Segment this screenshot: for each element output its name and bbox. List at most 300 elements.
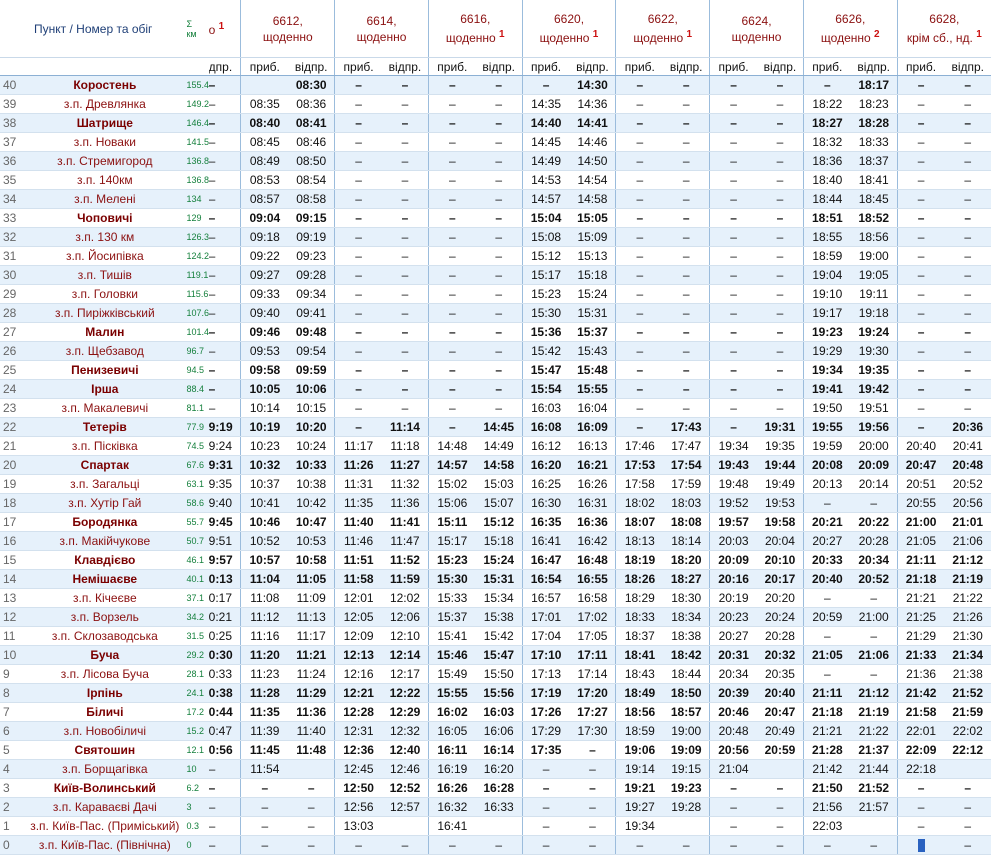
station-name[interactable]: Святошин — [23, 741, 186, 760]
departure-time: 21:12 — [851, 684, 897, 703]
departure-time: 15:47 — [476, 646, 522, 665]
departure-time — [945, 760, 991, 779]
departure-label: відпр. — [945, 58, 991, 76]
departure-time: 10:42 — [288, 494, 334, 513]
departure-time: – — [663, 95, 709, 114]
station-name[interactable]: з.п. Караваєві Дачі — [23, 798, 186, 817]
station-name[interactable]: Немішаєве — [23, 570, 186, 589]
station-name[interactable]: з.п. Древлянка — [23, 95, 186, 114]
arrival-time: – — [428, 209, 475, 228]
station-name[interactable]: з.п. Кічеєве — [23, 589, 186, 608]
row-number: 34 — [0, 190, 23, 209]
departure-time: 18:30 — [663, 589, 709, 608]
table-row — [0, 570, 991, 589]
row-number: 39 — [0, 95, 23, 114]
departure-time: – — [382, 247, 428, 266]
arrival-time: 18:59 — [616, 722, 663, 741]
arrival-time: 17:46 — [616, 437, 663, 456]
footnote-marker[interactable]: 1 — [976, 29, 982, 40]
row-number: 0 — [0, 836, 23, 855]
arrival-time: – — [335, 361, 382, 380]
departure-time: – — [757, 323, 803, 342]
departure-label: відпр. — [663, 58, 709, 76]
station-km: 24.1 — [186, 684, 208, 703]
station-name[interactable]: з.п. Головки — [23, 285, 186, 304]
table-row — [0, 494, 991, 513]
arrival-time: – — [428, 836, 475, 855]
arrival-time: 22:09 — [897, 741, 944, 760]
arrival-time: 11:39 — [241, 722, 288, 741]
train-header-6[interactable] — [803, 0, 897, 58]
departure-time: 11:24 — [288, 665, 334, 684]
arrival-time: 20:48 — [710, 722, 757, 741]
row-number: 36 — [0, 152, 23, 171]
departure-time: – — [382, 95, 428, 114]
station-name[interactable]: Малин — [23, 323, 186, 342]
arrival-time: – — [897, 247, 944, 266]
departure-time: – — [382, 228, 428, 247]
departure-time: – — [570, 760, 616, 779]
station-name[interactable]: з.п. Макійчукове — [23, 532, 186, 551]
table-row — [0, 703, 991, 722]
station-km: 124.2 — [186, 247, 208, 266]
departure-time: 09:54 — [288, 342, 334, 361]
station-name[interactable]: з.п. Йосипівка — [23, 247, 186, 266]
departure-time: 10:15 — [288, 399, 334, 418]
arrival-time: – — [616, 836, 663, 855]
arrival-time: – — [710, 285, 757, 304]
arrival-time: 19:50 — [803, 399, 850, 418]
arrival-time: 21:42 — [897, 684, 944, 703]
departure-time: 09:34 — [288, 285, 334, 304]
arrival-time: 10:19 — [241, 418, 288, 437]
arrival-time: 11:51 — [335, 551, 382, 570]
station-name[interactable]: з.п. Щебзавод — [23, 342, 186, 361]
departure-label: відпр. — [476, 58, 522, 76]
table-row — [0, 608, 991, 627]
arrival-time: 11:46 — [335, 532, 382, 551]
arrival-time: 18:56 — [616, 703, 663, 722]
arrival-time: 18:37 — [616, 627, 663, 646]
departure-time: – — [476, 133, 522, 152]
time-cell: – — [209, 760, 241, 779]
row-number: 23 — [0, 399, 23, 418]
train-header-1[interactable] — [335, 0, 429, 58]
station-name[interactable]: Ірпінь — [23, 684, 186, 703]
train-header-4[interactable] — [616, 0, 710, 58]
arrival-time: 09:46 — [241, 323, 288, 342]
station-km: 107.6 — [186, 304, 208, 323]
arrival-time: – — [897, 133, 944, 152]
footnote-marker[interactable]: 1 — [592, 29, 599, 40]
departure-time: 19:35 — [757, 437, 803, 456]
row-number: 20 — [0, 456, 23, 475]
departure-time: 18:28 — [851, 114, 897, 133]
departure-time: 21:01 — [945, 513, 991, 532]
departure-time: – — [476, 247, 522, 266]
time-cell: 0:38 — [209, 684, 241, 703]
station-name[interactable]: з.п. Мелені — [23, 190, 186, 209]
row-number: 22 — [0, 418, 23, 437]
arrival-time: – — [897, 95, 944, 114]
time-cell: – — [209, 779, 241, 798]
station-name[interactable]: з.п. Хутір Гай — [23, 494, 186, 513]
arrival-time: – — [710, 209, 757, 228]
arrival-time: 11:58 — [335, 570, 382, 589]
departure-time: 15:09 — [570, 228, 616, 247]
station-name[interactable]: Спартак — [23, 456, 186, 475]
footnote-marker[interactable]: 1 — [686, 29, 693, 40]
departure-time: – — [757, 361, 803, 380]
departure-time: 18:27 — [663, 570, 709, 589]
arrival-time: – — [522, 798, 569, 817]
departure-time: 20:22 — [851, 513, 897, 532]
station-name[interactable]: з.п. Київ-Пас. (Приміський) — [23, 817, 186, 836]
departure-time: – — [288, 817, 334, 836]
station-km: 0.3 — [186, 817, 208, 836]
arrival-label: приб. — [241, 58, 288, 76]
departure-label: відпр. — [757, 58, 803, 76]
station-name[interactable]: з.п. Склозаводська — [23, 627, 186, 646]
arrival-time: 16:08 — [522, 418, 569, 437]
departure-time: – — [663, 266, 709, 285]
timetable-header — [0, 0, 991, 76]
departure-time: 11:21 — [288, 646, 334, 665]
departure-time: 21:22 — [851, 722, 897, 741]
arrival-time: – — [710, 190, 757, 209]
station-km: 134 — [186, 190, 208, 209]
table-row — [0, 589, 991, 608]
arrival-time: 16:47 — [522, 551, 569, 570]
arrival-time: 18:32 — [803, 133, 850, 152]
arrival-time: – — [522, 817, 569, 836]
departure-time: 16:13 — [570, 437, 616, 456]
station-name[interactable]: з.п. Тишів — [23, 266, 186, 285]
train-header-2[interactable] — [428, 0, 522, 58]
train-number: 6620, щоденно — [539, 12, 590, 45]
arrival-time: 18:55 — [803, 228, 850, 247]
arrival-time: 18:41 — [616, 646, 663, 665]
row-number: 16 — [0, 532, 23, 551]
station-name[interactable]: Буча — [23, 646, 186, 665]
departure-time: 12:32 — [382, 722, 428, 741]
table-row — [0, 380, 991, 399]
departure-time: – — [757, 266, 803, 285]
arrival-time: – — [710, 342, 757, 361]
station-name[interactable]: Біличі — [23, 703, 186, 722]
station-name[interactable]: з.п. Новаки — [23, 133, 186, 152]
departure-time: 16:58 — [570, 589, 616, 608]
departure-time: 20:10 — [757, 551, 803, 570]
arrival-time: 18:51 — [803, 209, 850, 228]
departure-time: – — [851, 665, 897, 684]
station-name[interactable]: з.п. Київ-Пас. (Північна) — [23, 836, 186, 855]
arrival-time: – — [897, 152, 944, 171]
footnote-marker[interactable]: 1 — [499, 29, 505, 40]
departure-time: 16:20 — [476, 760, 522, 779]
train-header-5[interactable] — [710, 0, 804, 58]
departure-time: 20:35 — [757, 665, 803, 684]
arrival-time: 16:41 — [428, 817, 475, 836]
departure-time: – — [663, 323, 709, 342]
departure-time: 09:23 — [288, 247, 334, 266]
departure-time: 18:33 — [851, 133, 897, 152]
time-cell: 9:57 — [209, 551, 241, 570]
footnote-marker[interactable]: 1 — [218, 20, 225, 32]
departure-time: – — [570, 798, 616, 817]
arrival-time: – — [710, 76, 757, 95]
station-name[interactable]: Тетерів — [23, 418, 186, 437]
station-name[interactable]: Шатрище — [23, 114, 186, 133]
departure-time: – — [663, 171, 709, 190]
station-km: 15.2 — [186, 722, 208, 741]
arrival-time: 19:41 — [803, 380, 850, 399]
arrival-time: – — [522, 836, 569, 855]
header-train-row — [0, 0, 991, 58]
departure-time: – — [382, 361, 428, 380]
arrival-time: 21:18 — [897, 570, 944, 589]
departure-time: – — [570, 836, 616, 855]
departure-time: 19:18 — [851, 304, 897, 323]
arrival-time: – — [335, 171, 382, 190]
departure-time: – — [945, 817, 991, 836]
departure-time: – — [663, 228, 709, 247]
arrival-time: 11:28 — [241, 684, 288, 703]
departure-time: – — [945, 380, 991, 399]
departure-time: 12:46 — [382, 760, 428, 779]
arrival-time: 12:36 — [335, 741, 382, 760]
time-cell: – — [209, 76, 241, 95]
arrival-time: – — [897, 380, 944, 399]
table-row — [0, 190, 991, 209]
station-name[interactable]: з.п. 140км — [23, 171, 186, 190]
arrival-time: – — [335, 304, 382, 323]
arrival-time: 16:20 — [522, 456, 569, 475]
arrival-time: – — [428, 247, 475, 266]
arrival-time: 22:18 — [897, 760, 944, 779]
table-row — [0, 171, 991, 190]
row-number: 18 — [0, 494, 23, 513]
station-km: 101.4 — [186, 323, 208, 342]
station-name[interactable]: з.п. Ворзель — [23, 608, 186, 627]
station-name[interactable]: Ірша — [23, 380, 186, 399]
departure-time: – — [382, 323, 428, 342]
row-number: 11 — [0, 627, 23, 646]
selection-marker-icon[interactable] — [918, 839, 925, 852]
departure-time: 11:32 — [382, 475, 428, 494]
arrival-time: – — [616, 247, 663, 266]
station-name[interactable]: з.п. 130 км — [23, 228, 186, 247]
arrival-time: – — [616, 323, 663, 342]
arrival-time: 15:47 — [522, 361, 569, 380]
departure-time: 16:55 — [570, 570, 616, 589]
footnote-marker[interactable]: 2 — [874, 29, 880, 40]
arrival-time: – — [710, 171, 757, 190]
station-km: 88.4 — [186, 380, 208, 399]
arrival-time: 17:29 — [522, 722, 569, 741]
departure-time: 18:45 — [851, 190, 897, 209]
station-name[interactable]: Клавдієво — [23, 551, 186, 570]
row-number: 27 — [0, 323, 23, 342]
arrival-time: 19:57 — [710, 513, 757, 532]
row-number: 33 — [0, 209, 23, 228]
departure-time: 12:17 — [382, 665, 428, 684]
arrival-time: 20:13 — [803, 475, 850, 494]
departure-time: 19:15 — [663, 760, 709, 779]
departure-time: – — [382, 342, 428, 361]
arrival-time: 21:29 — [897, 627, 944, 646]
time-cell: – — [209, 247, 241, 266]
departure-time: 11:52 — [382, 551, 428, 570]
table-row — [0, 228, 991, 247]
departure-time: – — [663, 114, 709, 133]
arrival-time: 10:57 — [241, 551, 288, 570]
arrival-time: 21:11 — [897, 551, 944, 570]
departure-time: 10:53 — [288, 532, 334, 551]
departure-time: 18:14 — [663, 532, 709, 551]
departure-time: 18:34 — [663, 608, 709, 627]
station-km: 77.9 — [186, 418, 208, 437]
departure-time: – — [382, 285, 428, 304]
station-name[interactable]: з.п. Стремигород — [23, 152, 186, 171]
arrival-time — [241, 76, 288, 95]
departure-time: – — [757, 114, 803, 133]
arrival-time: 21:58 — [897, 703, 944, 722]
departure-time: 21:34 — [945, 646, 991, 665]
departure-time: 16:31 — [570, 494, 616, 513]
station-name[interactable]: з.п. Макалевичі — [23, 399, 186, 418]
station-km: 28.1 — [186, 665, 208, 684]
row-number: 7 — [0, 703, 23, 722]
arrival-time: 17:58 — [616, 475, 663, 494]
arrival-time: 17:01 — [522, 608, 569, 627]
arrival-time: 12:16 — [335, 665, 382, 684]
arrival-time: – — [522, 779, 569, 798]
arrival-time: 15:17 — [522, 266, 569, 285]
arrival-time: 17:35 — [522, 741, 569, 760]
time-cell: – — [209, 95, 241, 114]
arrival-time: 14:40 — [522, 114, 569, 133]
departure-time: 16:06 — [476, 722, 522, 741]
arrival-time: 11:12 — [241, 608, 288, 627]
table-row — [0, 133, 991, 152]
arrival-time: – — [428, 266, 475, 285]
arrival-time: – — [616, 285, 663, 304]
departure-time: 22:02 — [945, 722, 991, 741]
row-number: 13 — [0, 589, 23, 608]
table-row — [0, 532, 991, 551]
departure-time: 18:52 — [851, 209, 897, 228]
arrival-time: 20:08 — [803, 456, 850, 475]
partial-dep-label: дпр. — [209, 58, 241, 76]
departure-time: 14:45 — [476, 418, 522, 437]
departure-time: – — [476, 171, 522, 190]
table-row — [0, 456, 991, 475]
departure-time — [851, 817, 897, 836]
arrival-time: – — [241, 836, 288, 855]
departure-time: – — [757, 171, 803, 190]
row-number: 28 — [0, 304, 23, 323]
time-cell: – — [209, 285, 241, 304]
arrival-time: 15:54 — [522, 380, 569, 399]
arrival-time: 21:36 — [897, 665, 944, 684]
arrival-time: – — [428, 228, 475, 247]
arrival-time: – — [803, 665, 850, 684]
departure-time: 21:38 — [945, 665, 991, 684]
station-km: 37.1 — [186, 589, 208, 608]
arrival-time: – — [616, 342, 663, 361]
arrival-time: – — [616, 152, 663, 171]
time-cell: – — [209, 171, 241, 190]
station-name[interactable]: Чоповичі — [23, 209, 186, 228]
train-header-0[interactable] — [241, 0, 335, 58]
departure-time: 18:42 — [663, 646, 709, 665]
station-name[interactable]: Пенизевичі — [23, 361, 186, 380]
departure-time: – — [757, 779, 803, 798]
arrival-time: 11:04 — [241, 570, 288, 589]
time-cell: 9:45 — [209, 513, 241, 532]
station-name[interactable]: Бородянка — [23, 513, 186, 532]
departure-time: – — [476, 285, 522, 304]
arrival-time: 21:18 — [803, 703, 850, 722]
arrival-time: – — [335, 228, 382, 247]
station-column-header[interactable]: Пункт / Номер та обіг — [0, 0, 186, 58]
arrival-time: 09:33 — [241, 285, 288, 304]
arrival-time: 12:50 — [335, 779, 382, 798]
departure-time: 21:59 — [945, 703, 991, 722]
arrival-time: – — [710, 399, 757, 418]
departure-time: 15:56 — [476, 684, 522, 703]
table-row — [0, 323, 991, 342]
arrival-time: 20:21 — [803, 513, 850, 532]
arrival-time: 18:43 — [616, 665, 663, 684]
station-km: 67.6 — [186, 456, 208, 475]
station-name[interactable]: Коростень — [23, 76, 186, 95]
time-cell: – — [209, 342, 241, 361]
arrival-time: 14:48 — [428, 437, 475, 456]
departure-time: 09:28 — [288, 266, 334, 285]
departure-time: 19:23 — [663, 779, 709, 798]
station-name[interactable]: з.п. Борщагівка — [23, 760, 186, 779]
station-km: 115.6 — [186, 285, 208, 304]
train-header-7[interactable] — [897, 0, 991, 58]
arrival-time: – — [897, 171, 944, 190]
station-name[interactable]: з.п. Загальці — [23, 475, 186, 494]
station-name[interactable]: Київ-Волинський — [23, 779, 186, 798]
arrival-time: 09:53 — [241, 342, 288, 361]
station-km: 136.8 — [186, 152, 208, 171]
departure-time: – — [476, 152, 522, 171]
arrival-time: 10:46 — [241, 513, 288, 532]
partial-train-label: о — [208, 22, 216, 37]
station-name[interactable]: з.п. Пиріжківський — [23, 304, 186, 323]
station-name[interactable]: з.п. Пісківка — [23, 437, 186, 456]
train-header-3[interactable] — [522, 0, 616, 58]
departure-time: 11:48 — [288, 741, 334, 760]
arrival-time: 09:40 — [241, 304, 288, 323]
arrival-time: 10:32 — [241, 456, 288, 475]
partial-train-header[interactable] — [209, 0, 241, 58]
row-number: 31 — [0, 247, 23, 266]
table-row — [0, 722, 991, 741]
station-name[interactable]: з.п. Лісова Буча — [23, 665, 186, 684]
departure-time: 16:33 — [476, 798, 522, 817]
station-name[interactable]: з.п. Новобіличі — [23, 722, 186, 741]
departure-time: 21:19 — [945, 570, 991, 589]
departure-time: 12:57 — [382, 798, 428, 817]
train-number: 6628, крім сб., нд. — [906, 12, 973, 45]
departure-time: 17:59 — [663, 475, 709, 494]
